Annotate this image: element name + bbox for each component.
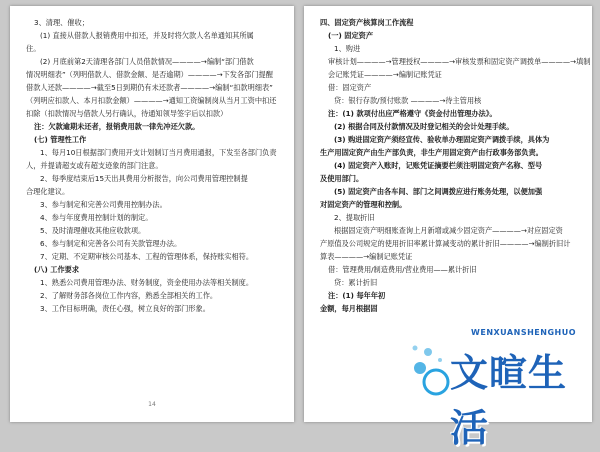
text-line: 住。 xyxy=(26,44,41,53)
text-line: 借：管理费用/制造费用/营业费用——累计折旧 xyxy=(328,265,477,274)
watermark-chinese-text: 文暄生活 xyxy=(450,351,568,450)
text-line: 合理化建议。 xyxy=(26,187,70,196)
text-line: 贷：银行存款/预付账款 ————→待主管用核 xyxy=(334,96,482,105)
right-page-text xyxy=(320,16,591,315)
text-line: 2、提取折旧 xyxy=(334,213,375,222)
text-line: 根据固定资产明细账查询上月新增或减少固定资产————→对应固定资 xyxy=(334,226,563,235)
text-line: (七) 管理性工作 xyxy=(34,135,87,144)
text-line: 3、参与制定和完善公司费用控制办法。 xyxy=(40,200,167,209)
text-line: 1、购进 xyxy=(334,44,361,53)
text-line: 四、固定资产核算岗工作流程 xyxy=(320,18,414,27)
text-line: 产原值及公司规定的使用折旧率累计算减变动的累计折旧————→编制折旧计 xyxy=(320,239,571,248)
text-line: 人，并提请超支或有超支迹象的部门注意。 xyxy=(26,161,163,170)
page-number: 14 xyxy=(148,401,156,408)
text-line: 会记账凭证————→编制记账凭证 xyxy=(328,70,442,79)
text-line: (5) 固定资产由各车间、部门之间调拨应进行账务处理，以便加强 xyxy=(334,187,543,196)
document-page-left xyxy=(10,6,294,422)
text-line: 生产用固定资产由生产部负责，非生产用固定资产由行政事务部负责。 xyxy=(320,148,543,157)
text-line: 注：(1) 每年年初 xyxy=(328,291,386,300)
text-line: 3、工作目标明确，责任心强，树立良好的部门形象。 xyxy=(40,304,210,313)
text-line: 情况明细表”（列明借款人、借款金额、是否逾期）————→下发各部门提醒 xyxy=(26,70,273,79)
text-line: 2、每季度结束后15天出具费用分析报告，向公司费用管理控制提 xyxy=(40,174,248,183)
text-line: (4) 固定资产入账时，记账凭证摘要栏须注明固定资产名称、型号 xyxy=(334,161,543,170)
left-page-text xyxy=(26,16,284,315)
bubbles-logo-icon xyxy=(406,338,452,398)
text-line: (一) 固定资产 xyxy=(328,31,374,40)
text-line: 1、熟悉公司费用管理办法、财务制度，资金使用办法等相关制度。 xyxy=(40,278,254,287)
text-line: 借款人还款————→截至5日到期仍有未还款者————→编制“扣款明细表” xyxy=(26,83,273,92)
text-line: (1) 直接从借款人报销费用中扣还，并及时将欠款人名单通知其所属 xyxy=(40,31,254,40)
text-line: 贷：累计折旧 xyxy=(334,278,378,287)
watermark-english-text: WENXUANSHENGHUO xyxy=(471,328,576,337)
text-line: 及使用部门。 xyxy=(320,174,364,183)
text-line: 对固定资产的管理和控制。 xyxy=(320,200,407,209)
text-line: 注：欠款逾期未还者，报销费用款一律先冲还欠款。 xyxy=(34,122,200,131)
text-line: 6、参与制定和完善各公司有关款管理办法。 xyxy=(40,239,182,248)
text-line: 金额，每月根据固 xyxy=(320,304,378,313)
document-page-right xyxy=(304,6,592,450)
text-line: 5、及时清理催收其他应收款项。 xyxy=(40,226,146,235)
text-line: 扣除（扣款情况与借款人另行确认，待通知领导签字后以扣款） xyxy=(26,109,228,118)
text-line: 审核计划————→管理授权————→审核发票和固定资产调拨单————→填制 xyxy=(328,57,591,66)
text-line: 7、定期、不定期审核公司基本、工程的管理体系，保持账实相符。 xyxy=(40,252,254,261)
text-line: （列明应扣款人、本月扣款金额）————→通知工资编制岗从当月工资中扣还 xyxy=(26,96,277,105)
text-line: 注：(1) 款项付出应严格遵守《资金付出管理办法》。 xyxy=(328,109,497,118)
text-line: 4、参与年度费用控制计划的制定。 xyxy=(40,213,153,222)
text-line: 算表————→编制记账凭证 xyxy=(320,252,413,261)
text-line: 借：固定资产 xyxy=(328,83,372,92)
watermark-logo xyxy=(406,328,582,450)
text-line: (2) 根据合同及付款情况及时登记相关的会计处理手续。 xyxy=(334,122,514,131)
text-line: (八) 工作要求 xyxy=(34,265,80,274)
text-line: 1、每月10日根据部门费用开支计划制订当月费用通报，下发至各部门负责 xyxy=(40,148,277,157)
text-line: (3) 购进固定资产须经宣传、验收单办理固定资产调拨手续，具体为 xyxy=(334,135,550,144)
text-line: (2) 月底前第2天清理各部门人员借款情况————→编制“部门借款 xyxy=(40,57,254,66)
text-line: 2、了解财务部各岗位工作内容，熟悉全部相关的工作。 xyxy=(40,291,218,300)
text-line: 3、清理、催收； xyxy=(34,18,89,27)
